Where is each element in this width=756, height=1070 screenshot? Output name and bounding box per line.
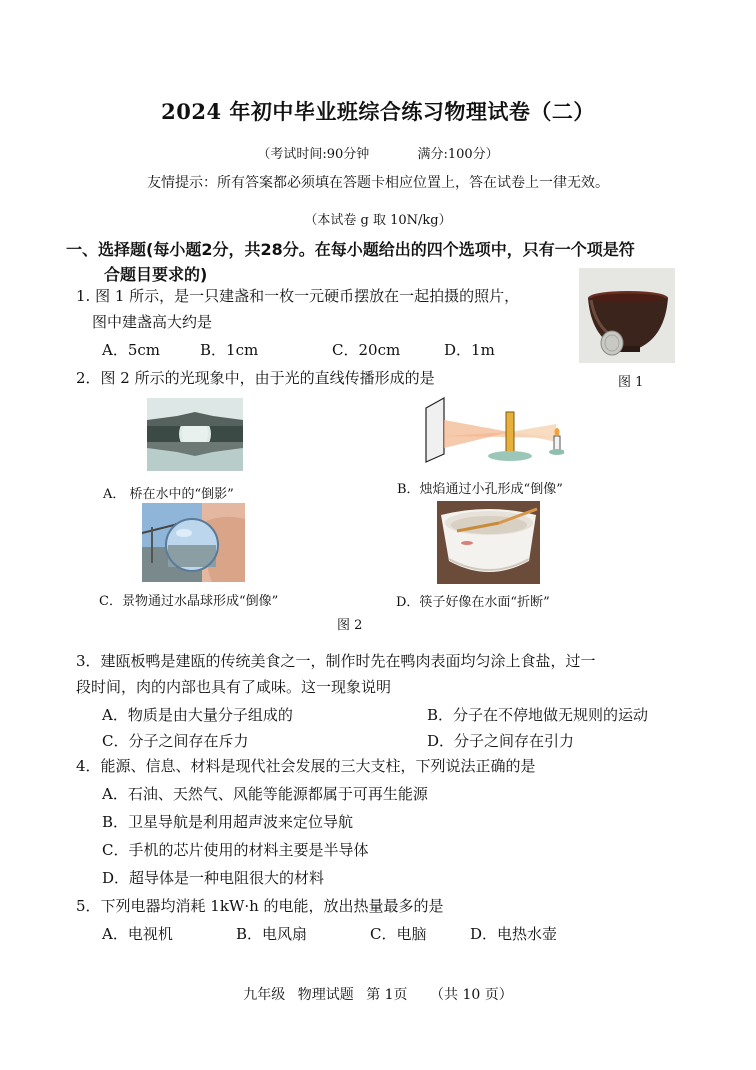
q4-option-b: B．卫星导航是利用超声波来定位导航 bbox=[102, 813, 354, 831]
q2-stem: 2．图 2 所示的光现象中，由于光的直线传播形成的是 bbox=[76, 369, 435, 387]
q4-option-a: A．石油、天然气、风能等能源都属于可再生能源 bbox=[102, 785, 428, 803]
section-heading-line2: 合题目要求的) bbox=[104, 265, 208, 284]
figure2d-chopsticks-photo bbox=[437, 501, 540, 584]
footer-total: （共 10 页） bbox=[430, 987, 513, 1003]
q3-option-d: D．分子之间存在引力 bbox=[427, 732, 575, 750]
figure2-label: 图 2 bbox=[337, 618, 363, 633]
q1-option-c: C．20cm bbox=[332, 341, 401, 359]
friendly-tip: 友情提示：所有答案都必须填在答题卡相应位置上，答在试卷上一律无效。 bbox=[147, 175, 609, 191]
q2-option-a: A． 桥在水中的“倒影” bbox=[103, 487, 234, 502]
footer-page: 第 1页 bbox=[366, 987, 408, 1003]
g-value-note: （本试卷 g 取 10N/kg） bbox=[304, 213, 452, 228]
figure2c-crystal-ball-photo bbox=[142, 503, 245, 582]
q3-line2: 段时间，肉的内部也具有了咸味。这一现象说明 bbox=[76, 678, 392, 696]
q1-line2: 图中建盏高大约是 bbox=[92, 313, 213, 331]
q5-option-a: A．电视机 bbox=[102, 925, 173, 943]
q3-option-c: C．分子之间存在斥力 bbox=[102, 732, 249, 750]
q1-option-d: D．1m bbox=[444, 341, 495, 359]
footer-grade: 九年级 bbox=[243, 987, 286, 1003]
q4-option-c: C．手机的芯片使用的材料主要是半导体 bbox=[102, 841, 369, 859]
q2-option-b: B．烛焰通过小孔形成“倒像” bbox=[397, 482, 563, 497]
q5-stem: 5．下列电器均消耗 1kW·h 的电能，放出热量最多的是 bbox=[76, 897, 444, 915]
q2-option-c: C．景物通过水晶球形成“倒像” bbox=[99, 594, 279, 609]
q4-option-d: D．超导体是一种电阻很大的材料 bbox=[102, 869, 325, 887]
figure1-photo-bowl bbox=[579, 268, 675, 363]
figure1-label: 图 1 bbox=[618, 375, 644, 390]
q1-option-a: A．5cm bbox=[102, 341, 161, 359]
q1-line1: 1. 图 1 所示，是一只建盏和一枚一元硬币摆放在一起拍摄的照片， bbox=[76, 287, 520, 305]
q5-option-d: D．电热水壶 bbox=[470, 925, 558, 943]
q3-line1: 3．建瓯板鸭是建瓯的传统美食之一，制作时先在鸭肉表面均匀涂上食盐，过一 bbox=[76, 652, 596, 670]
full-score: 满分:100分） bbox=[417, 147, 499, 162]
q3-option-a: A．物质是由大量分子组成的 bbox=[102, 706, 293, 724]
figure2a-bridge-photo bbox=[147, 398, 243, 471]
q5-option-c: C．电脑 bbox=[370, 925, 427, 943]
q1-option-b: B．1cm bbox=[200, 341, 259, 359]
exam-time: （考试时间:90分钟 bbox=[257, 147, 370, 162]
figure2b-pinhole-diagram bbox=[422, 396, 564, 466]
q2-option-d: D．筷子好像在水面“折断” bbox=[396, 595, 550, 610]
exam-info bbox=[0, 143, 756, 162]
page-footer bbox=[0, 984, 756, 1004]
q4-stem: 4．能源、信息、材料是现代社会发展的三大支柱，下列说法正确的是 bbox=[76, 757, 536, 775]
page-title: 2024 年初中毕业班综合练习物理试卷（二） bbox=[161, 99, 595, 124]
q5-option-b: B．电风扇 bbox=[236, 925, 308, 943]
q3-option-b: B．分子在不停地做无规则的运动 bbox=[427, 706, 649, 724]
section-heading-line1: 一、选择题(每小题2分，共28分。在每小题给出的四个选项中，只有一个项是符 bbox=[66, 240, 635, 259]
footer-subject: 物理试题 bbox=[297, 987, 354, 1003]
